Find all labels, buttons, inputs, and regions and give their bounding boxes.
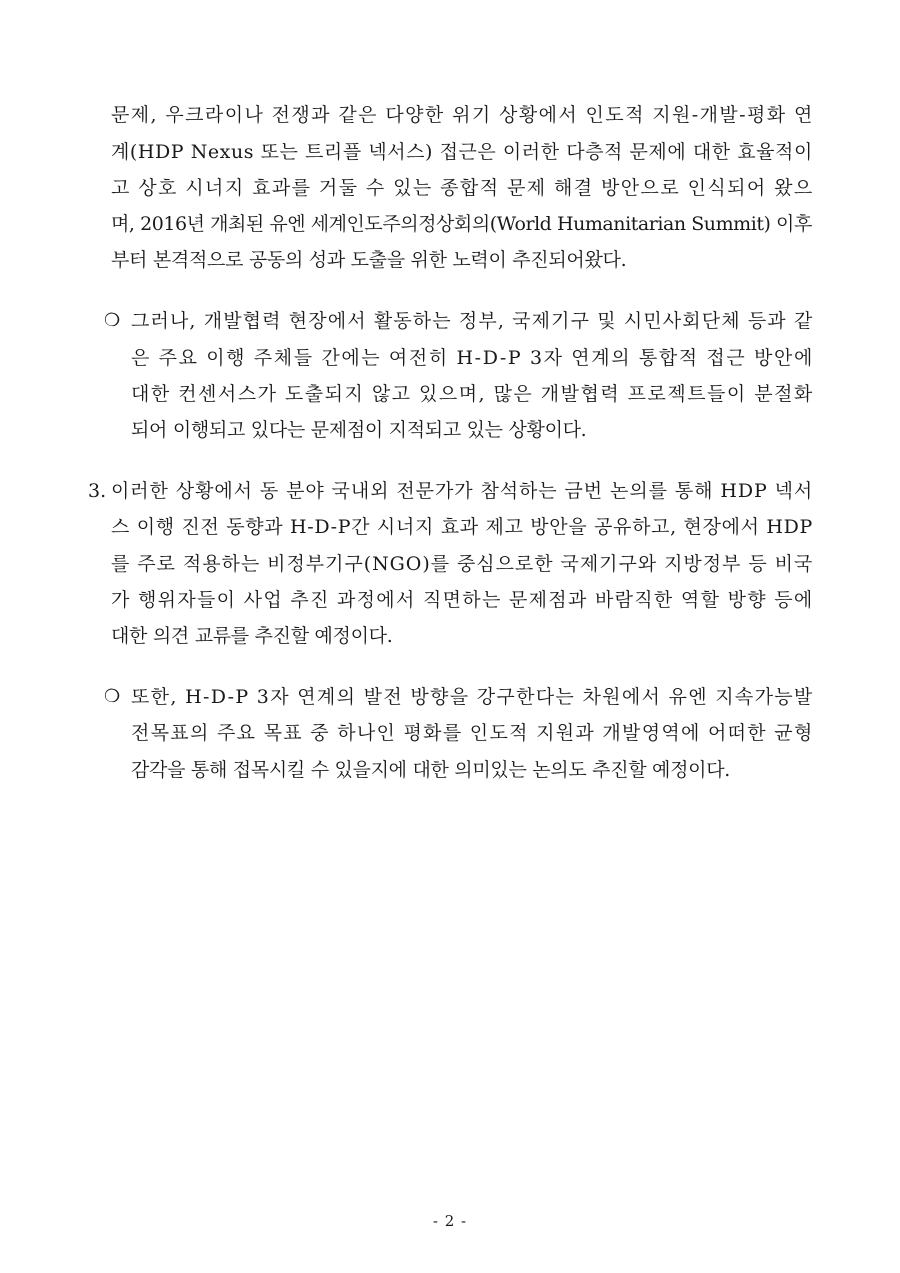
paragraph-line: 부터 본격적으로 공동의 성과 도출을 위한 노력이 추진되어왔다. (111, 249, 627, 271)
paragraph-line: 문제, 우크라이나 전쟁과 같은 다양한 위기 상황에서 인도적 지원-개발-평화 연 (111, 104, 814, 126)
circle-bullet-icon: ❍ (104, 310, 121, 331)
bullet-line: 되어 이행되고 있다는 문제점이 지적되고 있는 상황이다. (131, 419, 587, 441)
paragraph-line: 계(HDP Nexus 또는 트리플 넥서스) 접근은 이러한 다층적 문제에 대한 효율적이 (111, 141, 813, 163)
section-line: 스 이행 진전 동향과 H-D-P간 시너지 효과 제고 방안을 공유하고, 현장에서 HDP (111, 516, 813, 538)
bullet-line: 은 주요 이행 주체들 간에는 여전히 H-D-P 3자 연계의 통합적 접근 방안에 (131, 347, 814, 369)
bullet-line: 대한 컨센서스가 도출되지 않고 있으며, 많은 개발협력 프로젝트들이 분절화 (131, 383, 814, 405)
section-line: 이러한 상황에서 동 분야 국내외 전문가가 참석하는 금번 논의를 통해 HDP 넥서 (111, 480, 814, 502)
circle-bullet-icon: ❍ (104, 686, 121, 707)
bullet-line: 전목표의 주요 목표 중 하나인 평화를 인도적 지원과 개발영역에 어떠한 균형 (131, 722, 814, 744)
section-line: 를 주로 적용하는 비정부기구(NGO)를 중심으로한 국제기구와 지방정부 등 비국 (111, 553, 814, 575)
bullet-line: 그러나, 개발협력 현장에서 활동하는 정부, 국제기구 및 시민사회단체 등과 같 (131, 310, 814, 332)
page-number: - 2 - (432, 1212, 468, 1230)
section-number: 3. (88, 480, 107, 502)
section-line: 대한 의견 교류를 추진할 예정이다. (111, 625, 393, 647)
bullet-line: 감각을 통해 접목시킬 수 있을지에 대한 의미있는 논의도 추진할 예정이다. (131, 759, 731, 781)
paragraph-line: 고 상호 시너지 효과를 거둘 수 있는 종합적 문제 해결 방안으로 인식되어 왔으 (111, 177, 814, 199)
paragraph-line: 며, 2016년 개최된 유엔 세계인도주의정상회의(World Humanitarian Summit) 이후 (111, 213, 812, 235)
bullet-line: 또한, H-D-P 3자 연계의 발전 방향을 강구한다는 차원에서 유엔 지속가능발 (131, 686, 814, 708)
section-line: 가 행위자들이 사업 추진 과정에서 직면하는 문제점과 바람직한 역할 방향 등에 (111, 589, 814, 611)
